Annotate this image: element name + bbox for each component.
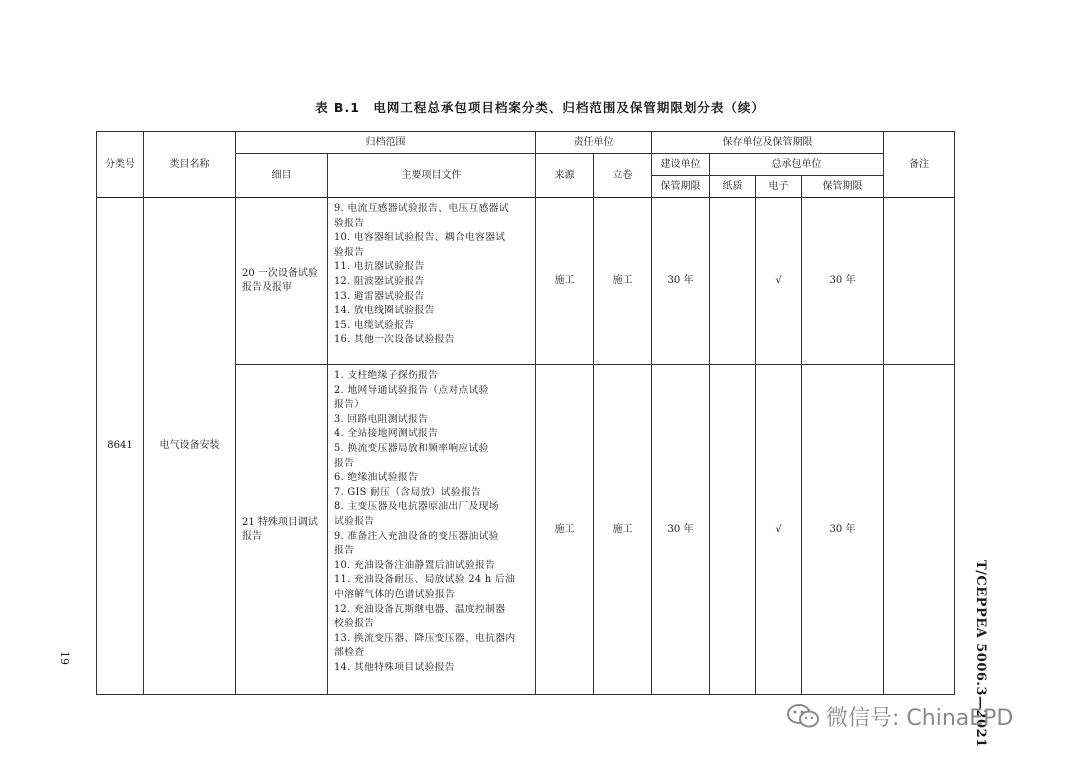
file-list-item: 10. 电容器组试验报告、耦合电容器试 bbox=[334, 232, 506, 244]
file-list-item: 13. 换流变压器、降压变压器、电抗器内 bbox=[334, 632, 516, 644]
sub-item-cell: 20 一次设备试验报告及报审 bbox=[236, 198, 328, 365]
file-list-item: 1. 支柱绝缘子探伤报告 bbox=[334, 370, 439, 381]
header-main-files: 主要项目文件 bbox=[328, 154, 536, 198]
header-remarks: 备注 bbox=[884, 132, 955, 198]
epc-period-cell: 30 年 bbox=[802, 365, 884, 695]
standard-number: T/CEPPEA 5006.3—2021 bbox=[973, 560, 988, 748]
file-list-item: 验报告 bbox=[334, 246, 365, 258]
header-retention: 保存单位及保管期限 bbox=[652, 132, 884, 154]
paper-cell bbox=[710, 365, 756, 695]
header-source: 来源 bbox=[536, 154, 594, 198]
file-list-item: 4. 全站接地网测试报告 bbox=[334, 428, 439, 440]
electronic-check-cell: √ bbox=[756, 365, 802, 695]
class-no-cell: 8641 bbox=[97, 198, 144, 695]
construction-period-cell: 30 年 bbox=[652, 198, 710, 365]
header-responsible-unit: 责任单位 bbox=[536, 132, 652, 154]
remarks-cell bbox=[884, 198, 955, 365]
files-cell bbox=[328, 365, 536, 695]
file-list-item: 14. 其他特殊项目试验报告 bbox=[334, 661, 455, 673]
header-archive-scope: 归档范围 bbox=[236, 132, 536, 154]
filing-cell: 施工 bbox=[594, 198, 652, 365]
file-list-item: 2. 地网导通试验报告（点对点试验 bbox=[334, 384, 489, 396]
watermark bbox=[786, 700, 1013, 732]
file-list-item: 3. 回路电阻测试报告 bbox=[334, 413, 429, 425]
file-list-item: 8. 主变压器及电抗器原油出厂及现场 bbox=[334, 501, 499, 513]
file-list-item: 部检查 bbox=[334, 647, 365, 659]
header-class-no: 分类号 bbox=[97, 132, 144, 198]
epc-period-cell: 30 年 bbox=[802, 198, 884, 365]
header-paper: 纸质 bbox=[710, 176, 756, 198]
files-cell bbox=[328, 198, 536, 365]
source-cell: 施工 bbox=[536, 198, 594, 365]
header-construction-unit: 建设单位 bbox=[652, 154, 710, 176]
file-list-item: 12. 充油设备瓦斯继电器、温度控制器 bbox=[334, 603, 506, 615]
file-list-item: 试验报告 bbox=[334, 515, 375, 527]
remarks-cell bbox=[884, 365, 955, 695]
file-list-item: 6. 绝缘油试验报告 bbox=[334, 472, 419, 484]
table-title: 表 B.1 电网工程总承包项目档案分类、归档范围及保管期限划分表（续） bbox=[315, 100, 765, 115]
file-list bbox=[334, 369, 529, 675]
sub-item-cell: 21 特殊项目调试报告 bbox=[236, 365, 328, 695]
header-epc-unit: 总承包单位 bbox=[710, 154, 884, 176]
header-electronic: 电子 bbox=[756, 176, 802, 198]
header-sub-item: 细目 bbox=[236, 154, 328, 198]
file-list-item: 12. 阻波器试验报告 bbox=[334, 275, 425, 287]
header-epc-retention-period: 保管期限 bbox=[802, 176, 884, 198]
paper-cell bbox=[710, 198, 756, 365]
file-list-item: 7. GIS 耐压（含局放）试验报告 bbox=[334, 486, 482, 498]
file-list-item: 11. 充油设备耐压、局放试验 24 h 后油 bbox=[334, 574, 516, 586]
file-list-item: 11. 电抗器试验报告 bbox=[334, 261, 425, 273]
file-list-item: 中溶解气体的色谱试验报告 bbox=[334, 588, 456, 600]
file-list-item: 9. 电流互感器试验报告、电压互感器试 bbox=[334, 203, 509, 214]
file-list-item: 14. 放电线圈试验报告 bbox=[334, 305, 435, 317]
file-list-item: 15. 电缆试验报告 bbox=[334, 319, 415, 331]
file-list-item: 5. 换流变压器局放和频率响应试验 bbox=[334, 442, 489, 454]
file-list-item: 报告 bbox=[334, 545, 355, 557]
class-name-cell: 电气设备安装 bbox=[144, 198, 236, 695]
page-number: 19 bbox=[58, 651, 71, 665]
file-list-item: 校验报告 bbox=[334, 618, 375, 630]
source-cell: 施工 bbox=[536, 365, 594, 695]
file-list bbox=[334, 202, 529, 348]
file-list-item: 报告） bbox=[334, 399, 365, 411]
header-retention-period: 保管期限 bbox=[652, 176, 710, 198]
file-list-item: 9. 准备注入充油设备的变压器油试验 bbox=[334, 530, 499, 542]
file-list-item: 报告 bbox=[334, 457, 355, 469]
file-list-item: 16. 其他一次设备试验报告 bbox=[334, 334, 455, 346]
filing-cell: 施工 bbox=[594, 365, 652, 695]
header-class-name: 类目名称 bbox=[144, 132, 236, 198]
file-list-item: 验报告 bbox=[334, 217, 365, 229]
construction-period-cell: 30 年 bbox=[652, 365, 710, 695]
file-list-item: 10. 充油设备注油静置后油试验报告 bbox=[334, 559, 496, 571]
archive-table bbox=[96, 131, 955, 695]
file-list-item: 13. 避雷器试验报告 bbox=[334, 290, 425, 302]
watermark-text: 微信号: ChinaEPD bbox=[826, 705, 1014, 731]
header-filing: 立卷 bbox=[594, 154, 652, 198]
wechat-icon bbox=[786, 702, 820, 730]
electronic-check-cell: √ bbox=[756, 198, 802, 365]
